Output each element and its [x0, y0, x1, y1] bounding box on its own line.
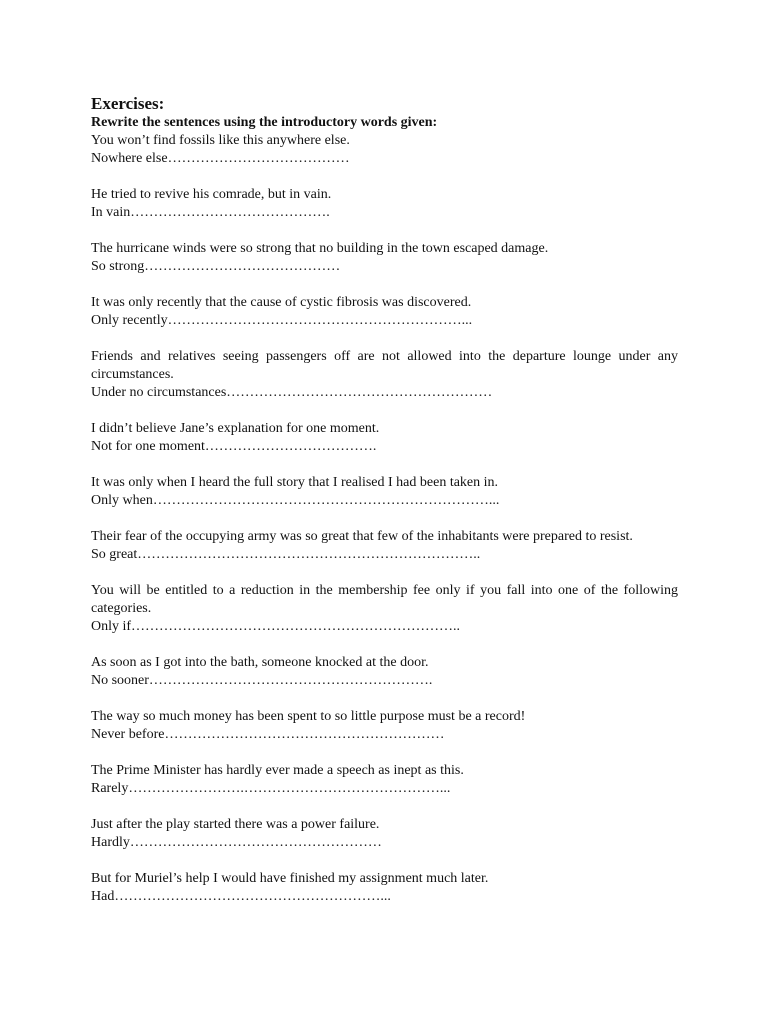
exercise-item — [91, 816, 678, 852]
rewrite-prompt: Under no circumstances………………………………………………… — [91, 385, 493, 400]
exercise-sentence: He tried to revive his comrade, but in vain. — [91, 187, 332, 202]
exercise-sentence: You won’t find fossils like this anywhere else. — [91, 133, 350, 148]
exercise-item — [91, 654, 678, 690]
exercise-item — [91, 240, 678, 276]
exercise-item — [91, 870, 678, 906]
exercise-sentence: You will be entitled to a reduction in the membership fee only if you fall into one of the following categories. — [91, 583, 678, 616]
exercise-sentence: It was only when I heard the full story that I realised I had been taken in. — [91, 475, 499, 490]
exercise-sentence: It was only recently that the cause of cystic fibrosis was discovered. — [91, 295, 472, 310]
exercise-sentence: Their fear of the occupying army was so great that few of the inhabitants were prepared to resist. — [91, 529, 633, 544]
rewrite-prompt: Only when………………………………………………………………... — [91, 493, 500, 508]
rewrite-prompt: Only recently………………………………………………………... — [91, 313, 473, 328]
rewrite-prompt: So strong…………………………………… — [91, 259, 341, 274]
rewrite-prompt: Hardly……………………………………………… — [91, 835, 382, 850]
rewrite-prompt: Had…………………………………………………... — [91, 889, 391, 904]
page-title: Exercises: — [91, 94, 165, 113]
exercise-sentence: But for Muriel’s help I would have finished my assignment much later. — [91, 871, 489, 886]
exercise-sentence: The way so much money has been spent to so little purpose must be a record! — [91, 709, 526, 724]
exercise-sheet — [91, 94, 678, 924]
exercise-sentence: Just after the play started there was a power failure. — [91, 817, 380, 832]
rewrite-prompt: In vain……………………………………. — [91, 205, 330, 220]
exercise-item — [91, 348, 678, 402]
exercise-sentence: The hurricane winds were so strong that no building in the town escaped damage. — [91, 241, 549, 256]
instruction-text: Rewrite the sentences using the introductory words given: — [91, 115, 438, 130]
exercise-item — [91, 420, 678, 456]
exercise-item — [91, 132, 678, 168]
rewrite-prompt: So great……………………………………………………………….. — [91, 547, 481, 562]
exercise-item — [91, 186, 678, 222]
exercise-sentence: As soon as I got into the bath, someone knocked at the door. — [91, 655, 429, 670]
rewrite-prompt: Only if…………………………………………………………….. — [91, 619, 461, 634]
exercise-item — [91, 708, 678, 744]
exercise-item — [91, 474, 678, 510]
exercise-list — [91, 132, 678, 906]
exercise-sentence: I didn’t believe Jane’s explanation for one moment. — [91, 421, 380, 436]
exercise-sentence: The Prime Minister has hardly ever made a speech as inept as this. — [91, 763, 464, 778]
exercise-item — [91, 528, 678, 564]
exercise-sentence: Friends and relatives seeing passengers off are not allowed into the departure lounge under any circumstances. — [91, 349, 678, 382]
exercise-item — [91, 582, 678, 636]
rewrite-prompt: Nowhere else………………………………… — [91, 151, 350, 166]
rewrite-prompt: No sooner……………………………………………………. — [91, 673, 433, 688]
exercise-item — [91, 294, 678, 330]
rewrite-prompt: Never before…………………………………………………… — [91, 727, 445, 742]
rewrite-prompt: Rarely…………………….……………………………………... — [91, 781, 451, 796]
rewrite-prompt: Not for one moment………………………………. — [91, 439, 377, 454]
exercise-item — [91, 762, 678, 798]
